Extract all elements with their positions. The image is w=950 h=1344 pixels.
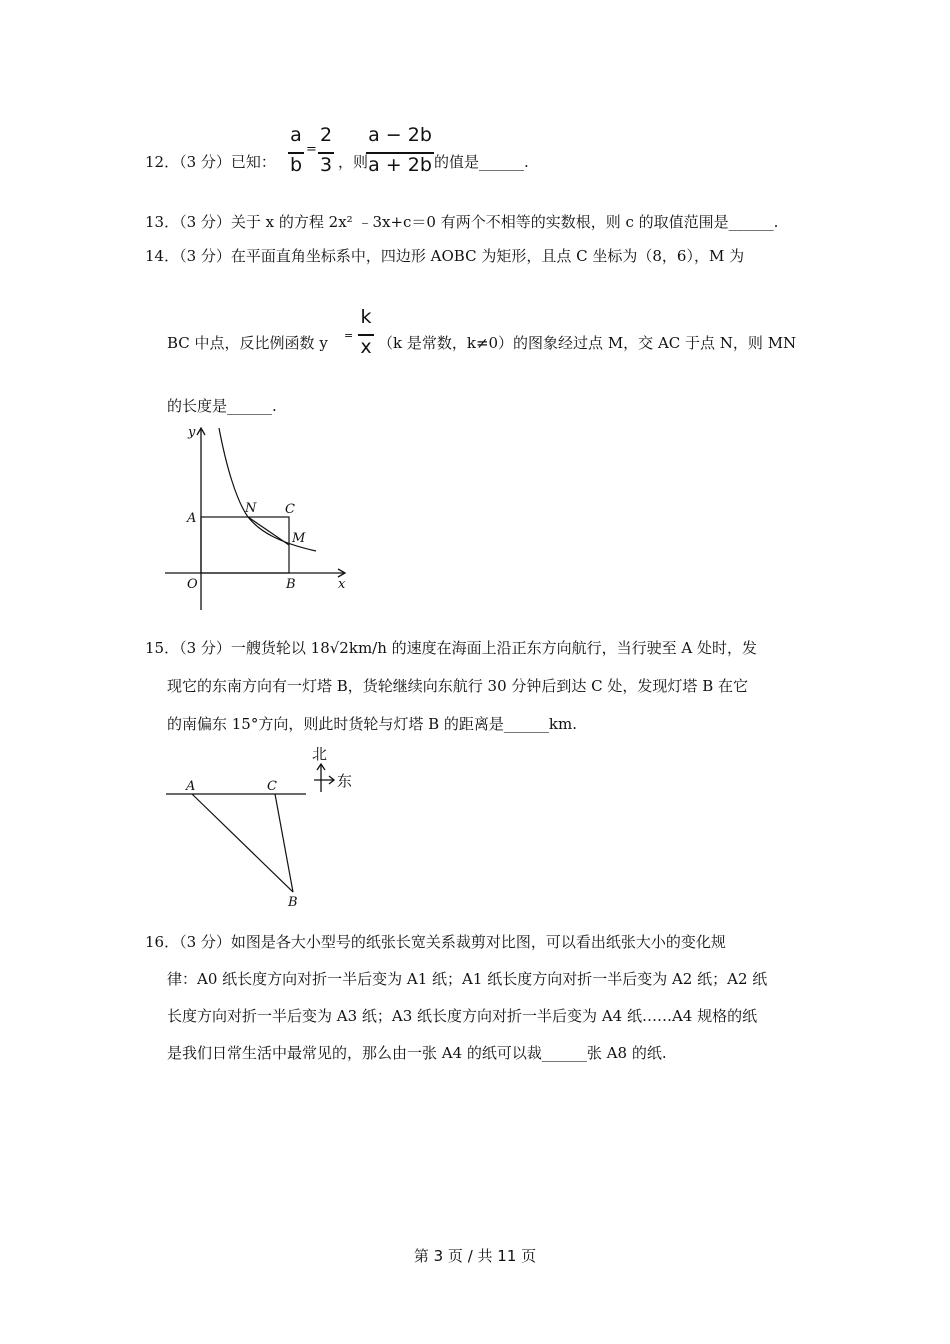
- q16-line4: 是我们日常生活中最常见的，那么由一张 A4 的纸可以裁______张 A8 的纸.: [167, 1044, 667, 1062]
- q12-frac2-den: 3: [319, 154, 333, 176]
- label-b: B: [288, 895, 298, 910]
- label-x: x: [338, 577, 346, 592]
- q12-frac3-num: a − 2b: [368, 124, 432, 146]
- q15-figure: [160, 742, 365, 912]
- label-y: y: [188, 425, 196, 440]
- label-a: A: [186, 779, 196, 794]
- q16-line1: 16．（3 分）如图是各大小型号的纸张长宽关系裁剪对比图，可以看出纸张大小的变化规: [145, 933, 726, 951]
- label-n: N: [245, 501, 257, 516]
- page-footer: 第 3 页 / 共 11 页: [413, 1247, 537, 1265]
- label-north: 北: [312, 745, 328, 763]
- label-east: 东: [337, 772, 353, 790]
- q14-frac-num: k: [360, 306, 372, 328]
- q12-suffix: 的值是______.: [434, 153, 529, 171]
- question-13: 13．（3 分）关于 x 的方程 2x² ﹣3x+c＝0 有两个不相等的实数根，则 c 的取值范围是______.: [145, 213, 779, 231]
- q14-figure: [160, 420, 360, 615]
- label-c: C: [285, 502, 295, 517]
- q14-frac: [356, 306, 376, 358]
- q14-line3: 的长度是______.: [167, 397, 277, 415]
- q12-frac1-den: b: [289, 154, 303, 176]
- q12-eq: =: [306, 142, 317, 157]
- q14-line2a: BC 中点，反比例函数 y: [167, 334, 328, 352]
- q16-line3: 长度方向对折一半后变为 A3 纸；A3 纸长度方向对折一半后变为 A4 纸……A4 规格的纸: [167, 1007, 758, 1025]
- q12-frac2: [316, 124, 336, 176]
- q12-mid: ，则: [338, 153, 369, 171]
- q12-frac3-den: a + 2b: [368, 154, 432, 176]
- q12-frac1: [286, 124, 306, 176]
- label-o: O: [187, 577, 198, 592]
- label-c: C: [267, 779, 277, 794]
- label-b: B: [286, 577, 296, 592]
- q14-line1: 14．（3 分）在平面直角坐标系中，四边形 AOBC 为矩形，且点 C 坐标为（8，6），M 为: [145, 247, 745, 265]
- q14-line2b: （k 是常数，k≠0）的图象经过点 M，交 AC 于点 N，则 MN: [378, 334, 797, 352]
- q12-frac2-num: 2: [319, 124, 333, 146]
- q14-frac-den: x: [360, 336, 372, 358]
- rectangle-aobc: [201, 517, 289, 573]
- q15-line1: 15．（3 分）一艘货轮以 18√2km/h 的速度在海面上沿正东方向航行，当行驶至 A 处时，发: [145, 639, 758, 657]
- q12-prefix: 12．（3 分）已知：: [145, 153, 276, 171]
- segment-mn: [248, 517, 289, 545]
- q12-frac3: [366, 124, 434, 176]
- q15-line2: 现它的东南方向有一灯塔 B，货轮继续向东航行 30 分钟后到达 C 处，发现灯塔 B 在它: [167, 677, 748, 695]
- q12-frac1-num: a: [290, 124, 302, 146]
- label-m: M: [292, 531, 306, 546]
- q15-line3: 的南偏东 15°方向，则此时货轮与灯塔 B 的距离是______km.: [167, 715, 577, 733]
- compass-icon: [314, 764, 334, 792]
- q14-eq: =: [344, 329, 354, 342]
- q16-line2: 律：A0 纸长度方向对折一半后变为 A1 纸；A1 纸长度方向对折一半后变为 A2 纸；A2 纸: [167, 970, 768, 988]
- label-a: A: [187, 511, 197, 526]
